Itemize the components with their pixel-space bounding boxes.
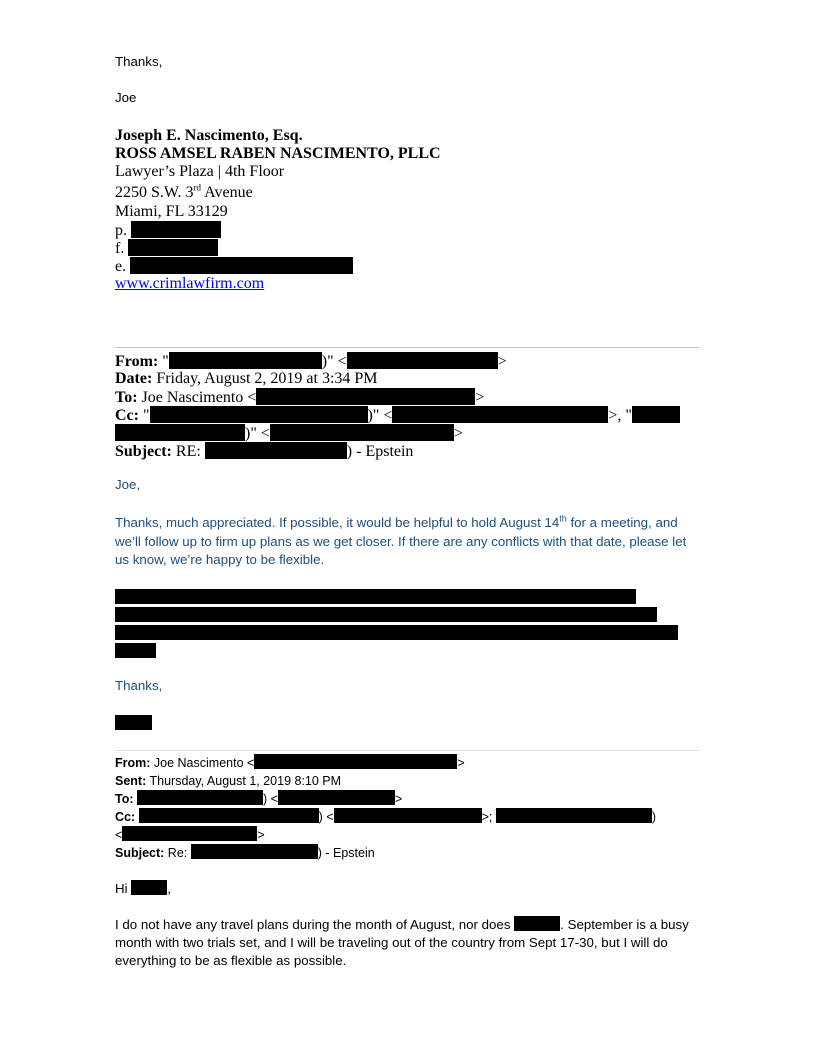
- top-signoff-name: Joe: [115, 90, 137, 105]
- email1-to: [115, 388, 484, 407]
- cc-label: Cc:: [115, 810, 136, 824]
- signature-website: [115, 275, 264, 293]
- signature-city: Miami, FL 33129: [115, 203, 228, 220]
- redaction-block: [115, 607, 657, 622]
- redaction-block: [496, 808, 652, 823]
- redaction-block: [254, 754, 457, 769]
- email2-sent: [115, 772, 341, 790]
- para-line1-pre: I do not have any travel plans during the month of August, nor does: [115, 917, 511, 932]
- redaction-block: [191, 844, 318, 859]
- redaction-block: [632, 406, 680, 423]
- address2-post: Avenue: [201, 184, 253, 201]
- quote: ": [162, 353, 169, 370]
- address2-sup: rd: [193, 182, 202, 193]
- para-sup: th: [559, 513, 567, 524]
- redaction-block: [270, 424, 454, 441]
- from-close: >: [497, 353, 507, 370]
- email2-cc-line2: [115, 826, 265, 844]
- signature-phone: [115, 221, 221, 240]
- signature-name-text: Joseph E. Nascimento, Esq.: [115, 127, 303, 144]
- email1-para-line1: [115, 514, 678, 532]
- email-separator: [115, 750, 700, 751]
- redaction-block: [347, 352, 498, 369]
- top-closing: Thanks,: [115, 54, 163, 69]
- email2-from: [115, 754, 465, 772]
- subject-suffix: ) - Epstein: [346, 443, 414, 460]
- greeting-post: ,: [167, 881, 171, 896]
- redaction-block: [130, 257, 353, 274]
- signature-address2: [115, 184, 253, 202]
- cc-label: Cc:: [115, 407, 139, 424]
- email2-para-line3: everything to be as flexible as possible.: [115, 953, 347, 968]
- quote: ": [142, 407, 150, 424]
- to-label: To:: [115, 389, 138, 406]
- email2-para-line2: month with two trials set, and I will be traveling out of the country from Sept 17-30, but I will do: [115, 935, 668, 950]
- para-pre: Thanks, much appreciated. If possible, it would be helpful to hold August 14: [115, 515, 560, 530]
- signature-firm-text: ROSS AMSEL RABEN NASCIMENTO, PLLC: [115, 145, 441, 162]
- redaction-block: [115, 715, 152, 730]
- fax-label: f.: [115, 240, 125, 257]
- to-mid: ) <: [263, 792, 278, 806]
- signature-fax: [115, 239, 218, 258]
- redaction-block: [115, 643, 156, 658]
- email1-from: [115, 352, 507, 371]
- email1-cc-line2: [115, 424, 463, 443]
- email1-closing: Thanks,: [115, 678, 163, 693]
- redaction-block: [169, 352, 322, 369]
- subject-prefix: Re:: [167, 846, 188, 860]
- from-label: From:: [115, 353, 159, 370]
- redaction-block: [115, 589, 636, 604]
- date-label: Date:: [115, 370, 153, 387]
- cc-line2-close: >: [453, 425, 463, 442]
- redaction-block: [278, 790, 395, 805]
- from-mid: )" <: [321, 353, 347, 370]
- signature-firm: [115, 145, 441, 163]
- address2-pre: 2250 S.W. 3: [115, 184, 194, 201]
- to-close: >: [394, 792, 403, 806]
- signature-name: [115, 127, 303, 145]
- redaction-block: [122, 826, 257, 841]
- cc-line2-open: <: [115, 828, 123, 842]
- email1-date: [115, 370, 378, 388]
- email2-to: [115, 790, 402, 808]
- greeting-pre: Hi: [115, 881, 128, 896]
- redaction-block: [139, 808, 319, 823]
- redaction-block: [131, 221, 221, 238]
- email2-cc: [115, 808, 656, 826]
- email1-para-line2: we’ll follow up to firm up plans as we get closer. If there are any conflicts with that date, please let: [115, 534, 687, 549]
- email-label: e.: [115, 258, 127, 275]
- subject-label: Subject:: [115, 846, 165, 860]
- signature-address1: Lawyer’s Plaza | 4th Floor: [115, 163, 285, 180]
- website-link[interactable]: www.crimlawfirm.com: [115, 275, 265, 292]
- cc-line2-mid: )" <: [245, 425, 270, 442]
- redaction-block: [392, 406, 608, 423]
- subject-suffix: ) - Epstein: [317, 846, 375, 860]
- email1-subject: [115, 442, 413, 461]
- redaction-block: [334, 808, 482, 823]
- sent-label: Sent:: [115, 774, 147, 788]
- redaction-block: [128, 239, 218, 256]
- subject-label: Subject:: [115, 443, 172, 460]
- cc-sep: >, ": [608, 407, 632, 424]
- from-value: Joe Nascimento <: [153, 756, 255, 770]
- email2-subject: [115, 844, 375, 862]
- email-separator: [115, 347, 700, 348]
- signature-email: [115, 257, 353, 276]
- from-label: From:: [115, 756, 151, 770]
- email2-para-line1: [115, 916, 689, 934]
- to-value: Joe Nascimento <: [141, 389, 257, 406]
- to-label: To:: [115, 792, 134, 806]
- email1-cc: [115, 406, 680, 425]
- redaction-block: [150, 406, 368, 423]
- redaction-block: [256, 388, 475, 405]
- subject-prefix: RE:: [175, 443, 201, 460]
- sent-value: Thursday, August 1, 2019 8:10 PM: [149, 774, 342, 788]
- para-post: for a meeting, and: [566, 515, 678, 530]
- redaction-block: [205, 442, 347, 459]
- redaction-block: [131, 880, 167, 895]
- cc-mid: ) <: [318, 810, 334, 824]
- phone-label: p.: [115, 222, 127, 239]
- email2-greeting: [115, 880, 171, 898]
- redaction-block: [137, 790, 263, 805]
- redaction-block: [115, 424, 245, 441]
- date-value: Friday, August 2, 2019 at 3:34 PM: [156, 370, 378, 387]
- email1-para-line3: us know, we’re happy to be flexible.: [115, 552, 325, 567]
- cc-end: ): [651, 810, 657, 824]
- redaction-block: [514, 916, 560, 931]
- cc-sep: >;: [481, 810, 493, 824]
- email1-greeting: Joe,: [115, 477, 141, 492]
- from-close: >: [457, 756, 465, 770]
- cc-mid: )" <: [367, 407, 393, 424]
- para-line1-post: . September is a busy: [560, 917, 689, 932]
- redaction-block: [115, 625, 678, 640]
- to-close: >: [475, 389, 485, 406]
- cc-line2-close: >: [257, 828, 265, 842]
